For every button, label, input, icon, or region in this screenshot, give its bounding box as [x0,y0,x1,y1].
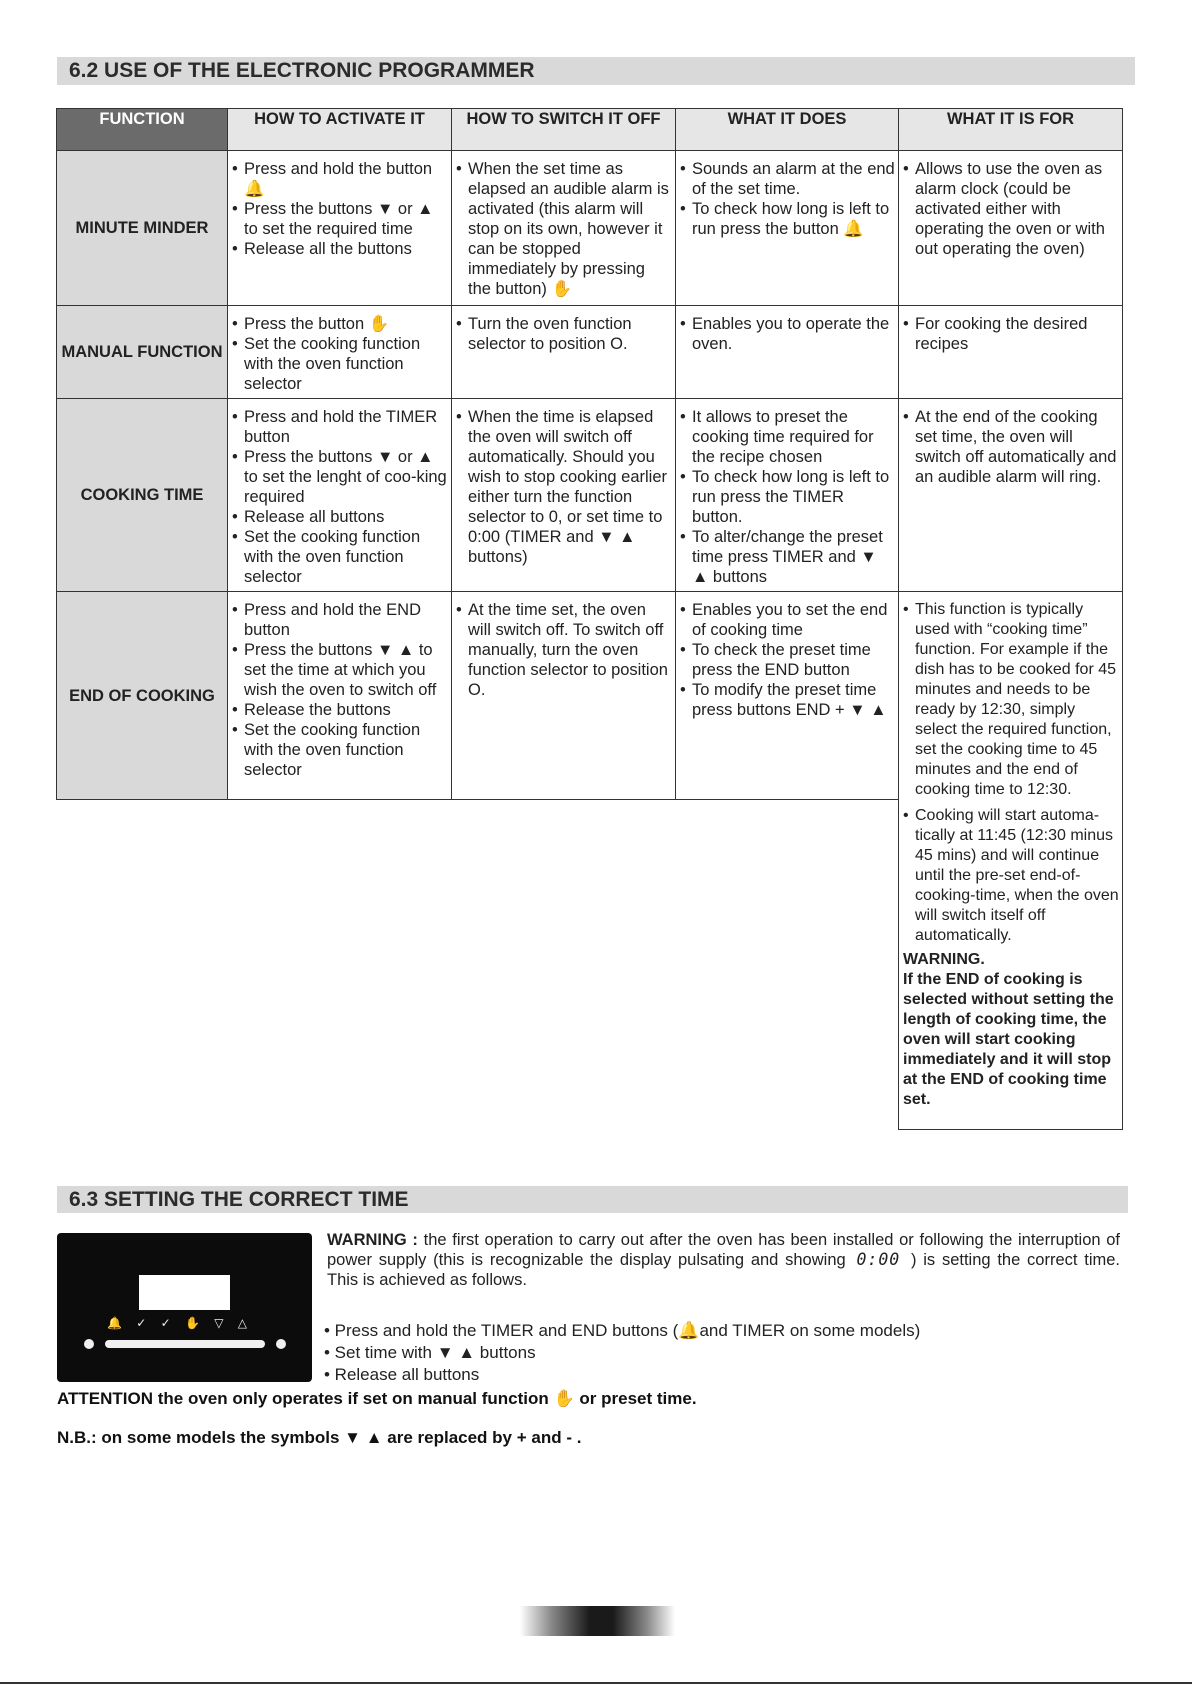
for-cell [899,399,1123,592]
left-dot [84,1339,94,1349]
function-name: COOKING TIME [57,399,228,592]
switch-off-cell [452,306,676,399]
nb-note: N.B.: on some models the symbols ▼ ▲ are replaced by + and - . [57,1428,582,1447]
list-item: • Cooking will start automa-tically at 11:45 (12:30 minus 45 mins) and will continue until the pre-set end-of-cooking-time, when the oven will switch itself off automatically. [903,806,1119,946]
does-cell [676,151,899,306]
header-does: WHAT IT DOES [676,109,899,151]
function-name: END OF COOKING [57,592,228,800]
list-item: • Release all buttons [232,507,448,527]
does-cell [676,592,899,800]
down-icon: ▽ [214,1316,224,1330]
end-icon: ✓ [160,1316,171,1330]
switch-off-cell [452,151,676,306]
activate-cell [228,399,452,592]
warning-text-2: ) is setting the correct time. This is achieved as follows. [327,1251,1120,1289]
list-item: • To modify the preset time press buttons END + ▼ ▲ [680,680,895,720]
does-cell [676,306,899,399]
list-item: • Press and hold the TIMER button [232,407,448,447]
up-icon: △ [237,1316,247,1330]
list-item: • When the time is elapsed the oven will switch off automatically. Should you wish to stop cooking earlier either turn the function selector to 0, or set time to 0:00 (TIMER and ▼ ▲ buttons) [456,407,672,567]
list-item: • To alter/change the preset time press TIMER and ▼ ▲ buttons [680,527,895,587]
list-item: • It allows to preset the cooking time required for the recipe chosen [680,407,895,467]
switch-off-cell [452,592,676,800]
auto-icon: ✓ [136,1316,147,1330]
control-panel-image [57,1233,312,1382]
list-item: • Press and hold the TIMER and END buttons (🔔and TIMER on some models) [324,1321,921,1340]
list-item: • Press the buttons ▼ or ▲ to set the lenght of coo-king required [232,447,448,507]
list-item: • Press the buttons ▼ or ▲ to set the required time [232,199,448,239]
table-row [57,151,1123,306]
list-item: • At the time set, the oven will switch off. To switch off manually, turn the oven function selector to position O. [456,600,672,700]
list-item: • Press and hold the END button [232,600,448,640]
list-item: • Press and hold the button 🔔 [232,159,448,199]
list-item: • Press the buttons ▼ ▲ to set the time at which you wish the oven to switch off [232,640,448,700]
for-cell [899,592,1123,1130]
list-item: • To check the preset time press the END button [680,640,895,680]
section-title-time [57,1186,1128,1213]
display-screen [139,1275,230,1310]
section-title-text: 6.2 USE OF THE ELECTRONIC PROGRAMMER [69,59,535,82]
activate-cell [228,151,452,306]
table-header-row [57,109,1123,151]
header-activate: HOW TO ACTIVATE IT [228,109,452,151]
header-switch-off: HOW TO SWITCH IT OFF [452,109,676,151]
list-item: • Set the cooking function with the oven function selector [232,334,448,394]
list-item: • Set the cooking function with the oven function selector [232,720,448,780]
for-cell [899,306,1123,399]
table-row [57,592,1123,800]
empty-area [57,800,899,1130]
section-title-programmer [57,57,1135,85]
list-item: • To check how long is left to run press the TIMER button. [680,467,895,527]
switch-off-cell [452,399,676,592]
activate-cell [228,592,452,800]
function-name: MANUAL FUNCTION [57,306,228,399]
warning-text-1: the first operation to carry out after the oven has been installed or following the interruption of power supply (this is recognizable the display pulsating and showing [327,1231,1120,1269]
list-item: • This function is typically used with “cooking time” function. For example if the dish has to be cooked for 45 minutes and needs to be ready by 12:30, simply select the required function, set the cooking time to 45 minutes and the end of cooking time to 12:30. [903,600,1119,800]
list-item: • Turn the oven function selector to position O. [456,314,672,354]
list-item: • Press the button ✋ [232,314,448,334]
page-number-bar [520,1606,675,1636]
panel-icons [107,1316,247,1334]
list-item: • At the end of the cooking set time, the oven will switch off automatically and an audible alarm will ring. [903,407,1119,487]
list-item: • For cooking the desired recipes [903,314,1119,354]
table-row [57,306,1123,399]
steps-list [324,1320,920,1386]
panel-slider [105,1340,265,1348]
attention-note: ATTENTION the oven only operates if set on manual function ✋ or preset time. [57,1389,697,1408]
section-title-text: 6.3 SETTING THE CORRECT TIME [69,1187,409,1211]
list-item: • Allows to use the oven as alarm clock (could be activated either with operating the oven or with out operating the oven) [903,159,1119,259]
display-value: 0:00 [856,1250,901,1269]
function-name: MINUTE MINDER [57,151,228,306]
warning-text: If the END of cooking is selected without setting the length of cooking time, the oven will start cooking immediately and it will stop at the END of cooking time set. [903,971,1114,1108]
bottom-rule [0,1682,1192,1684]
activate-cell [228,306,452,399]
warning-title: WARNING. [903,951,985,968]
warning-paragraph [327,1230,1120,1290]
list-item: • Set the cooking function with the oven function selector [232,527,448,587]
list-item: • When the set time as elapsed an audible alarm is activated (this alarm will stop on its own, however it can be stopped immediately by pressing the button) ✋ [456,159,672,299]
list-item: • Enables you to operate the oven. [680,314,895,354]
for-cell [899,151,1123,306]
header-for: WHAT IT IS FOR [899,109,1123,151]
list-item: • Sounds an alarm at the end of the set time. [680,159,895,199]
list-item: • Set time with ▼ ▲ buttons [324,1343,536,1362]
bell-icon: 🔔 [107,1316,122,1330]
programmer-table [56,108,1123,1130]
right-dot [276,1339,286,1349]
list-item: • To check how long is left to run press the button 🔔 [680,199,895,239]
does-cell [676,399,899,592]
header-function: FUNCTION [57,109,228,151]
list-item: • Release the buttons [232,700,448,720]
list-item: • Release all the buttons [232,239,448,259]
list-item: • Release all buttons [324,1365,480,1384]
hand-icon: ✋ [184,1316,200,1330]
list-item: • Enables you to set the end of cooking time [680,600,895,640]
warning-label: WARNING : [327,1231,418,1249]
table-row [57,399,1123,592]
